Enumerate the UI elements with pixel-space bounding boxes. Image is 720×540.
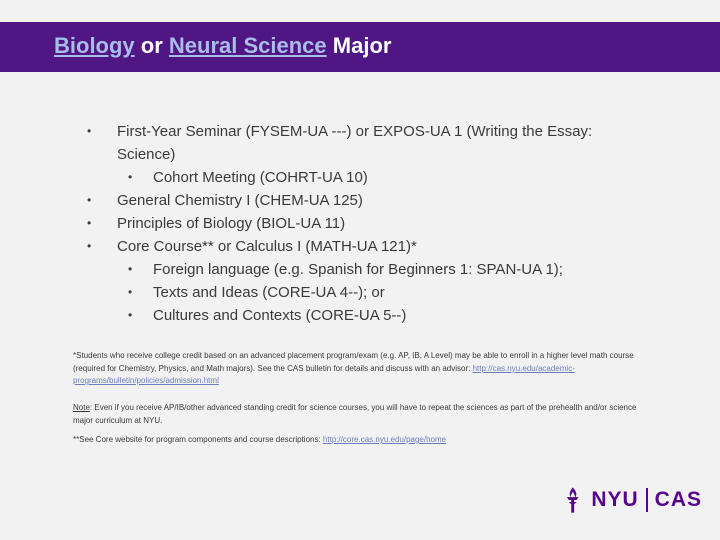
list-item-text: Texts and Ideas (CORE-UA 4--); or: [153, 284, 385, 301]
list-item: [80, 189, 640, 212]
list-item-text: Cohort Meeting (COHRT-UA 10): [153, 169, 368, 186]
bullet: •: [128, 170, 133, 184]
neural-science-link[interactable]: Neural Science: [168, 33, 327, 58]
logo-nyu-text: NYU: [591, 488, 639, 511]
bullet: •: [87, 124, 92, 138]
core-footnote-text: **See Core website for program components and course descriptions:: [73, 435, 323, 444]
list-item: [117, 258, 640, 281]
admission-policy-link[interactable]: http://cas.nyu.edu/academic-programs/bulletin/policies/admission.html: [73, 363, 575, 385]
sub-list: [117, 166, 640, 189]
list-item-text: Cultures and Contexts (CORE-UA 5--): [153, 307, 407, 324]
bullet: •: [128, 308, 133, 322]
list-item-text: General Chemistry I (CHEM-UA 125): [117, 192, 363, 209]
core-website-link[interactable]: http://core.cas.nyu.edu/page/home: [322, 435, 447, 444]
bullet: •: [128, 285, 133, 299]
list-item: [80, 235, 640, 327]
list-item: [80, 120, 640, 189]
bullet: •: [87, 216, 92, 230]
sub-list: [117, 258, 640, 327]
list-item-text: Principles of Biology (BIOL-UA 11): [117, 215, 346, 232]
biology-link[interactable]: Biology: [54, 33, 135, 58]
list-item-text: Foreign language (e.g. Spanish for Beginners 1: SPAN-UA 1);: [153, 261, 563, 278]
list-item: [117, 166, 640, 189]
bullet: •: [87, 193, 92, 207]
list-item: [117, 304, 640, 327]
placement-footnote-text: *Students who receive college credit based on an advanced placement program/exam (e.g. AP, IB, A Level) may be able to enroll in a higher level math course (required for Chemistry, Physics, and Math majors). See the CAS bulletin for details and discuss with an advisor:: [73, 351, 634, 373]
course-list: [80, 120, 640, 327]
logo-cas-text: CAS: [654, 488, 702, 511]
title-or-text: or: [134, 33, 169, 58]
logo-divider: [646, 488, 648, 512]
list-item: [80, 212, 640, 235]
list-item-text: Core Course** or Calculus I (MATH-UA 121)*: [117, 238, 417, 255]
science-credit-note-text: : Even if you receive AP/IB/other advanced standing credit for science courses, you will have to repeat the sciences as part of the prehealth and/or science major curriculum at NYU.: [73, 403, 637, 425]
title-major-text: Major: [326, 33, 392, 58]
bullet: •: [87, 239, 92, 253]
science-credit-note: [73, 402, 653, 427]
core-footnote: [73, 434, 653, 447]
note-label: Note: [73, 403, 90, 412]
bullet: •: [128, 262, 133, 276]
nyu-cas-logo: [562, 484, 702, 516]
page-title: [54, 33, 391, 59]
placement-footnote: [73, 350, 653, 388]
list-item-text: First-Year Seminar (FYSEM-UA ---) or EXPOS-UA 1 (Writing the Essay: Science): [117, 123, 593, 163]
torch-icon: [562, 485, 583, 515]
list-item: [117, 281, 640, 304]
